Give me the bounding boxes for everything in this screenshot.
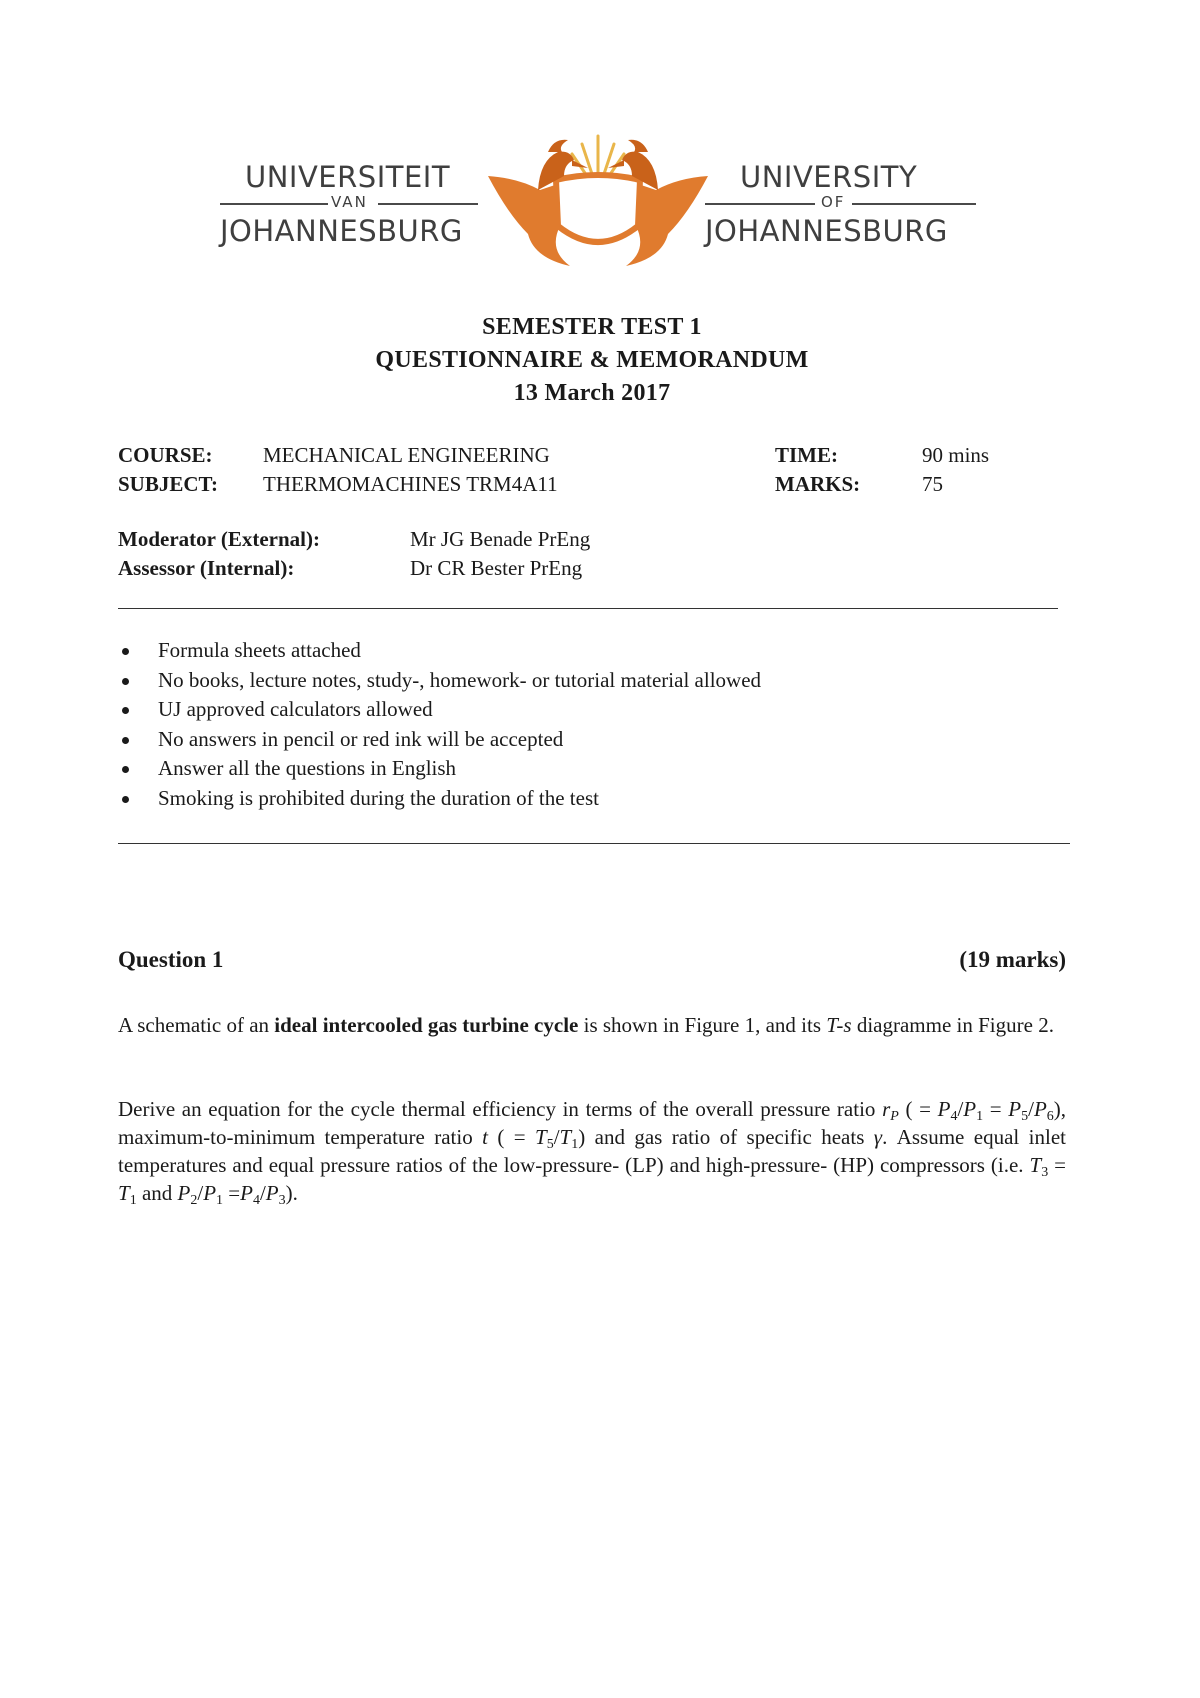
question-title: Question 1 [118,947,224,972]
test-date: 13 March 2017 [513,380,671,406]
intro-text-a: A schematic of an [118,1013,275,1037]
intro-text-c: is shown in Figure 1, and its [578,1013,827,1037]
list-item: UJ approved calculators allowed [118,695,1018,725]
subject-value: THERMOMACHINES TRM4A11 [263,472,558,496]
hoopoe-emblem-icon [478,130,718,270]
var-t3: T [1029,1153,1042,1177]
logo-right-bottom-word: JOHANNESBURG [705,214,948,248]
sub-1: 1 [976,1109,984,1124]
var-p4b: P [240,1181,253,1205]
slash: / [1028,1097,1034,1121]
var-p4: P [937,1097,951,1121]
sub-1c: 1 [129,1193,137,1208]
marks-label: MARKS: [775,472,861,496]
var-t1: T [559,1125,572,1149]
equals: = [1048,1153,1067,1177]
task-text-5: ) and gas ratio of specific heats [578,1125,874,1149]
sub-1d: 1 [216,1193,224,1208]
sub-3: 3 [1041,1165,1049,1180]
equals: = [983,1097,1009,1121]
var-p3: P [265,1181,279,1205]
var-p5: P [1008,1097,1022,1121]
var-p2: P [177,1181,191,1205]
sub-3b: 3 [278,1193,286,1208]
task-text-6: . Assume equal inlet temperatures and equal pressure ratios of the low-pressure- (LP) and high-pressure- (HP) compressors (i.e. [118,1125,1066,1177]
task-end: ). [285,1181,298,1205]
logo-left-rule-a [220,203,328,205]
list-item: Answer all the questions in English [118,754,1018,784]
task-text-2: ( = [898,1097,938,1121]
moderator-value: Mr JG Benade PrEng [410,527,591,551]
logo-left-middle-word: VAN [331,193,368,211]
logo-right-rule-b [852,203,976,205]
sub-5: 5 [1021,1109,1029,1124]
task-text-1: Derive an equation for the cycle thermal efficiency in terms of the overall pressure ratio [118,1097,883,1121]
var-rp: r [882,1097,891,1121]
equals: = [223,1181,241,1205]
list-item: Smoking is prohibited during the duration of the test [118,784,1018,814]
logo-right-middle-word: OF [821,193,846,211]
task-text-3: ), maximum-to-minimum temperature ratio [118,1097,1067,1149]
logo-left-top-word: UNIVERSITEIT [245,160,451,194]
slash: / [197,1181,204,1205]
var-gamma: γ [873,1125,883,1149]
slash: / [553,1125,560,1149]
slash: / [259,1181,266,1205]
list-item: No answers in pencil or red ink will be accepted [118,725,1018,755]
sub-4b: 4 [252,1193,260,1208]
intro-text-e: diagramme in Figure 2. [851,1013,1054,1037]
sub-6: 6 [1046,1109,1054,1124]
time-value: 90 mins [922,443,990,467]
test-subtitle: QUESTIONNAIRE & MEMORANDUM [375,347,809,373]
sub-4: 4 [950,1109,958,1124]
var-t: t [482,1125,488,1149]
and-text: and [136,1181,178,1205]
sub-1b: 1 [571,1137,579,1152]
divider-top [118,608,1058,609]
course-value: MECHANICAL ENGINEERING [263,443,550,467]
var-p1b: P [203,1181,217,1205]
var-rp-sub: P [890,1109,899,1124]
question-marks: (19 marks) [959,947,1066,972]
university-logo [200,130,980,270]
logo-left-bottom-word: JOHANNESBURG [220,214,463,248]
moderator-label: Moderator (External): [118,527,320,551]
question-task-paragraph [118,1095,1066,1207]
divider-bottom [118,843,1070,844]
slash: / [957,1097,964,1121]
marks-value: 75 [922,472,943,496]
test-title: SEMESTER TEST 1 [482,314,702,340]
var-t1c: T [118,1181,130,1205]
sub-2: 2 [190,1193,198,1208]
exam-rules-list [118,636,1018,813]
logo-right-top-word: UNIVERSITY [740,160,918,194]
subject-label: SUBJECT: [118,472,218,496]
var-p6: P [1033,1097,1047,1121]
intro-emphasis: ideal intercooled gas turbine cycle [274,1013,579,1037]
logo-right-rule-a [705,203,815,205]
assessor-value: Dr CR Bester PrEng [410,556,583,580]
list-item: No books, lecture notes, study-, homework- or tutorial material allowed [118,666,1018,696]
logo-left-rule-b [378,203,478,205]
sub-5b: 5 [546,1137,554,1152]
time-label: TIME: [775,443,838,467]
list-item: Formula sheets attached [118,636,1018,666]
assessor-label: Assessor (Internal): [118,556,295,580]
question-intro-paragraph [118,1011,1066,1039]
course-label: COURSE: [118,443,213,467]
var-p1: P [963,1097,977,1121]
intro-ts: T-s [826,1013,852,1037]
task-text-4: ( = [487,1125,536,1149]
var-t5: T [535,1125,547,1149]
